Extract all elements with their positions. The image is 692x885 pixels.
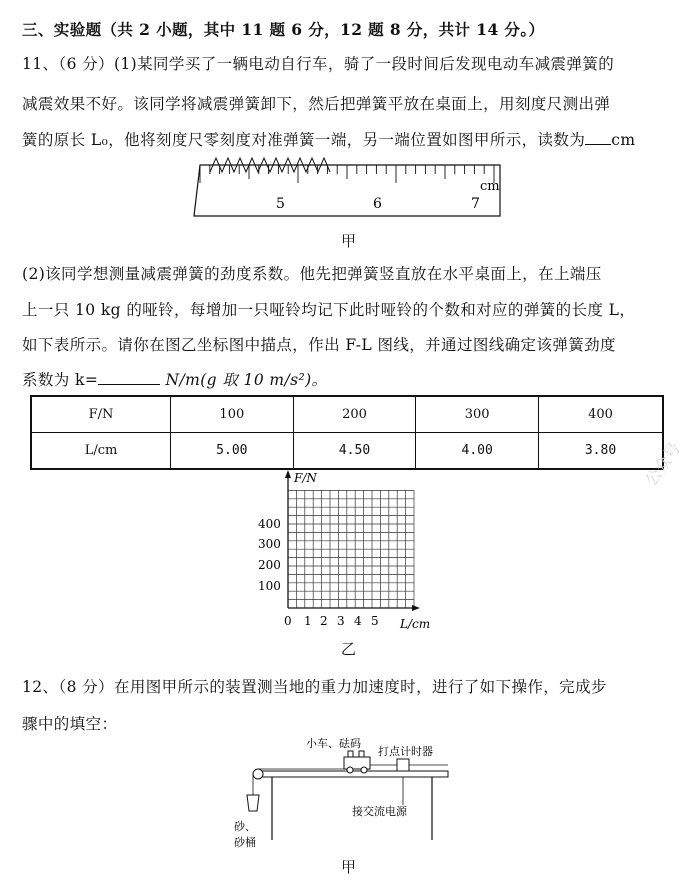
x-tick-0: 0 — [284, 614, 292, 628]
figure-caption-jia-2: 甲 — [341, 858, 357, 876]
watermark: 公众号 — [641, 438, 685, 490]
ticker-timer — [397, 759, 409, 771]
table-cell: 100 — [171, 396, 294, 433]
q11-line-3 — [22, 128, 635, 150]
sand-label-2: 砂桶 — [234, 836, 256, 849]
section-title: 三、实验题（共 2 小题，其中 11 题 6 分，12 题 8 分，共计 14 分。） — [22, 20, 545, 39]
track — [260, 771, 448, 777]
y-axis-label: F/N — [294, 471, 317, 485]
x-tick-2: 2 — [320, 614, 328, 628]
y-axis-arrow — [285, 470, 291, 478]
x-tick-3: 3 — [337, 614, 345, 628]
table-cell: 4.50 — [293, 433, 416, 470]
ruler-label-7: 7 — [471, 196, 480, 212]
k-unit: N/m(g 取 10 m/s²)。 — [165, 371, 328, 389]
y-tick-300: 300 — [258, 537, 281, 551]
pulley — [253, 769, 263, 779]
x-axis-label: L/cm — [400, 617, 431, 631]
ruler-figure — [180, 150, 510, 230]
ruler-unit: cm — [480, 179, 500, 194]
table-cell: 300 — [416, 396, 539, 433]
q11-part2-line-3: 如下表所示。请你在图乙坐标图中描点，作出 F-L 图线，并通过图线确定该弹簧劲度 — [22, 336, 616, 354]
y-tick-100: 100 — [258, 579, 281, 593]
apparatus-figure — [232, 735, 462, 855]
table-cell: 3.80 — [539, 433, 663, 470]
power-label: 接交流电源 — [352, 805, 407, 818]
cart-wheel-right — [361, 767, 367, 773]
figure-caption-yi: 乙 — [341, 640, 357, 658]
timer-label: 打点计时器 — [378, 745, 433, 758]
table-cell: 5.00 — [171, 433, 294, 470]
x-tick-5: 5 — [371, 614, 379, 628]
q12-line-1: 12、（8 分）在用图甲所示的装置测当地的重力加速度时，进行了如下操作，完成步 — [22, 678, 607, 696]
cart-label: 小车、砝码 — [306, 737, 361, 750]
k-prompt: 系数为 k= — [22, 371, 99, 389]
q12-line-2: 骤中的填空： — [22, 715, 118, 733]
table-row-force — [31, 396, 663, 433]
x-tick-4: 4 — [354, 614, 362, 628]
q11-part2-line-1: (2)该同学想测量减震弹簧的劲度系数。他先把弹簧竖直放在水平桌面上，在上端压 — [22, 265, 602, 283]
q11-part2-line-4 — [22, 368, 327, 390]
table-cell: 200 — [293, 396, 416, 433]
weight-2 — [359, 751, 364, 757]
q11-line-2: 减震效果不好。该同学将减震弹簧卸下，然后把弹簧平放在桌面上，用刻度尺测出弹 — [22, 95, 611, 113]
table-cell: 4.00 — [416, 433, 539, 470]
table-cell: 400 — [539, 396, 663, 433]
table-row-length — [31, 433, 663, 470]
table-header-force: F/N — [31, 396, 171, 433]
weight-1 — [348, 751, 353, 757]
coordinate-grid-figure — [250, 468, 450, 638]
answer-blank-length[interactable] — [585, 130, 611, 145]
sand-bucket — [247, 795, 259, 811]
sand-label-1: 砂、 — [234, 820, 256, 833]
x-axis-arrow — [412, 605, 420, 611]
q11-part2-line-2: 上一只 10 kg 的哑铃，每增加一只哑铃均记下此时哑铃的个数和对应的弹簧的长度 L， — [22, 301, 636, 319]
ruler-label-5: 5 — [276, 196, 285, 212]
q11-line-3-text: 簧的原长 L₀，他将刻度尺零刻度对准弹簧一端，另一端位置如图甲所示，读数为 — [22, 131, 586, 149]
data-table — [30, 395, 664, 470]
ruler-label-6: 6 — [373, 196, 382, 212]
q11-line-1: 11、（6 分）(1)某同学买了一辆电动自行车，骑了一段时间后发现电动车减震弹簧的 — [22, 55, 615, 73]
figure-caption-jia: 甲 — [341, 232, 357, 250]
y-tick-400: 400 — [258, 517, 281, 531]
y-tick-200: 200 — [258, 558, 281, 572]
x-tick-1: 1 — [304, 614, 312, 628]
answer-blank-k[interactable] — [98, 370, 160, 385]
q11-line-3-unit: cm — [611, 131, 636, 149]
table-header-length: L/cm — [31, 433, 171, 470]
grid-lines — [288, 490, 414, 608]
cart-wheel-left — [347, 767, 353, 773]
